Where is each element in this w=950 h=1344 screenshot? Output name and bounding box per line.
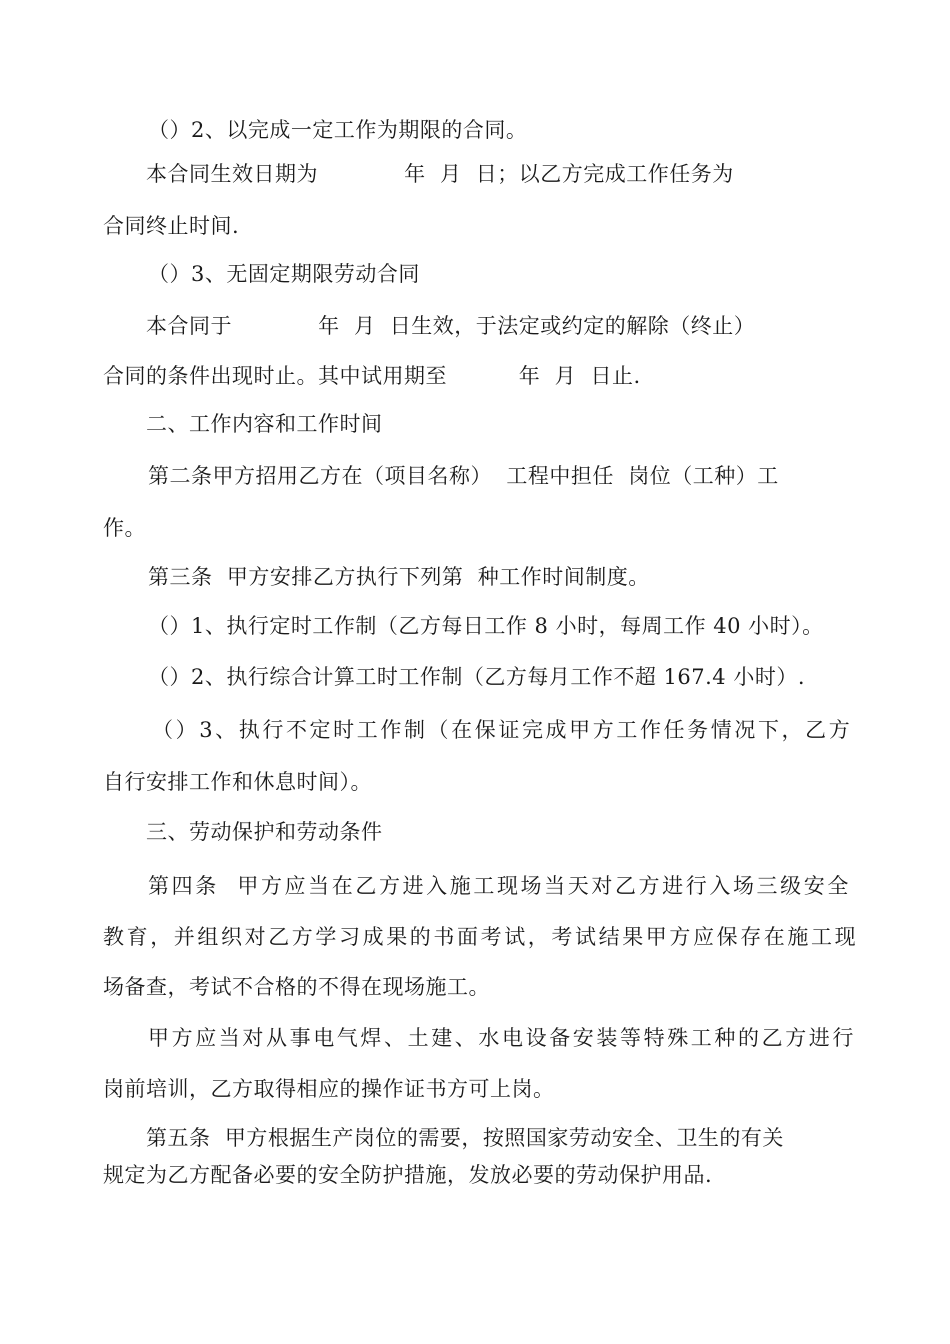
clause-option-flexible-hours: （）3、执行不定时工作制（在保证完成甲方工作任务情况下，乙方 — [152, 718, 853, 742]
section-heading-labor-protection: 三、劳动保护和劳动条件 — [146, 820, 383, 844]
text-line: 教育，并组织对乙方学习成果的书面考试，考试结果甲方应保存在施工现 — [103, 925, 859, 949]
text-line: 本合同于 年 月 日生效，于法定或约定的解除（终止） — [146, 314, 756, 338]
text-line: 合同的条件出现时止。其中试用期至 年 月 日止. — [103, 364, 641, 388]
clause-option-comprehensive-hours: （）2、执行综合计算工时工作制（乙方每月工作不超 167.4 小时）. — [148, 665, 806, 689]
article-three: 第三条 甲方安排乙方执行下列第 种工作时间制度。 — [148, 565, 650, 589]
article-four: 第四条 甲方应当在乙方进入施工现场当天对乙方进行入场三级安全 — [148, 874, 851, 898]
article-five: 第五条 甲方根据生产岗位的需要，按照国家劳动安全、卫生的有关 — [146, 1126, 784, 1150]
text-line: 场备查，考试不合格的不得在现场施工。 — [103, 975, 490, 999]
text-line: 本合同生效日期为 年 月 日；以乙方完成工作任务为 — [146, 162, 734, 186]
text-line: 自行安排工作和休息时间）。 — [103, 770, 372, 794]
special-trade-training: 甲方应当对从事电气焊、土建、水电设备安装等特殊工种的乙方进行 — [148, 1026, 856, 1050]
text-line: 合同终止时间. — [103, 214, 240, 238]
clause-option-fixed-task: （）2、以完成一定工作为期限的合同。 — [148, 118, 528, 142]
text-line: 作。 — [103, 516, 146, 540]
article-two: 第二条甲方招用乙方在（项目名称） 工程中担任 岗位（工种）工 — [148, 464, 779, 488]
section-heading-work-content: 二、工作内容和工作时间 — [146, 412, 383, 436]
clause-option-standard-hours: （）1、执行定时工作制（乙方每日工作 8 小时，每周工作 40 小时）。 — [148, 614, 824, 638]
text-line: 岗前培训，乙方取得相应的操作证书方可上岗。 — [103, 1077, 555, 1101]
text-line: 规定为乙方配备必要的安全防护措施，发放必要的劳动保护用品. — [103, 1163, 713, 1187]
clause-option-open-ended: （）3、无固定期限劳动合同 — [148, 262, 420, 286]
